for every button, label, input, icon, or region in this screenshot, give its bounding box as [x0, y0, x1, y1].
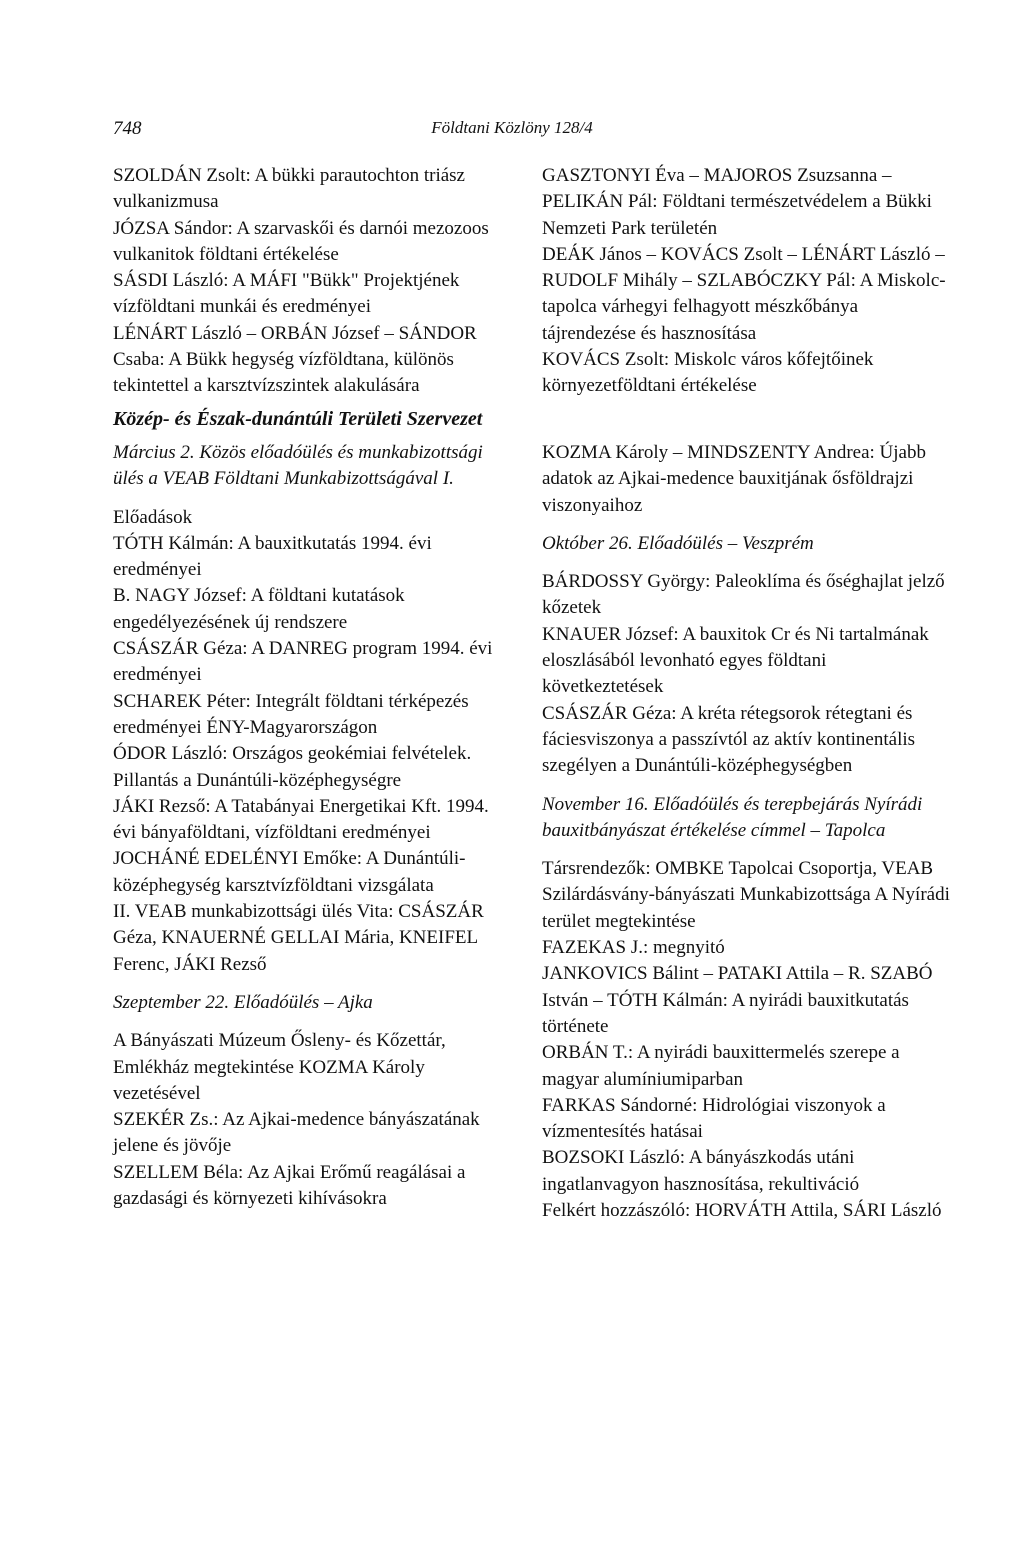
list-item: Felkért hozzászóló: HORVÁTH Attila, SÁRI László [542, 1200, 942, 1222]
list-item: LÉNÁRT László – ORBÁN József – SÁNDOR Csaba: A Bükk hegység vízföldtana, különös tekintettel a karsztvízszintek alakulására [113, 322, 477, 397]
list-item: SZELLEM Béla: Az Ajkai Erőmű reagálásai a gazdasági és környezeti kihívásokra [113, 1161, 466, 1210]
list-item: KOVÁCS Zsolt: Miskolc város kőfejtőinek környezetföldtani értékelése [542, 349, 874, 397]
list-item: TÓTH Kálmán: A bauxitkutatás 1994. évi eredményei [113, 532, 432, 581]
lectures-label: Előadások [113, 506, 193, 528]
list-item: CSÁSZÁR Géza: A DANREG program 1994. évi eredményei [113, 638, 493, 686]
list-item: JÓZSA Sándor: A szarvaskői és darnói mezozoos vulkanitok földtani értékelése [113, 217, 489, 265]
list-item: SZEKÉR Zs.: Az Ajkai-medence bányászatának jelene és jövője [113, 1109, 480, 1157]
list-item: B. NAGY József: A földtani kutatások engedélyezésének új rendszere [113, 585, 405, 633]
list-item: SCHAREK Péter: Integrált földtani térképezés eredményei ÉNY-Magyarországon [113, 690, 469, 738]
list-item: ÓDOR László: Országos geokémiai felvételek. Pillantás a Dunántúli-középhegységre [113, 743, 472, 791]
list-item: JOCHÁNÉ EDELÉNYI Emőke: A Dunántúli-középhegység karsztvízföldtani vizsgálata [113, 848, 466, 896]
list-item: II. VEAB munkabizottsági ülés Vita: CSÁSZÁR Géza, KNAUERNÉ GELLAI Mária, KNEIFEL Ferenc, JÁKI Rezső [113, 901, 484, 975]
page-header [113, 118, 911, 144]
list-item: ORBÁN T.: A nyirádi bauxittermelés szerepe a magyar alumíniumiparban [542, 1042, 900, 1090]
list-item: SZOLDÁN Zsolt: A bükki parautochton triász vulkanizmusa [113, 165, 465, 213]
list-item: JÁKI Rezső: A Tatabányai Energetikai Kft. 1994. évi bányaföldtani, vízföldtani eredményei [113, 795, 489, 844]
meeting-title: Szeptember 22. Előadóülés – Ajka [113, 991, 373, 1013]
list-item: Társrendezők: OMBKE Tapolcai Csoportja, VEAB Szilárdásvány-bányászati Munkabizottsága A Nyírádi terület megtekintése [542, 858, 950, 932]
list-item: BOZSOKI László: A bányászkodás utáni ingatlanvagyon hasznosítása, rekultiváció [542, 1147, 860, 1195]
list-item: KNAUER József: A bauxitok Cr és Ni tartalmának eloszlásából levonható egyes földtani következtetések [542, 623, 929, 698]
list-item: GASZTONYI Éva – MAJOROS Zsuzsanna – PELIKÁN Pál: Földtani természetvédelem a Bükki Nemzeti Park területén [542, 165, 932, 239]
meeting-title: November 16. Előadóülés és terepbejárás Nyírádi bauxitbányászat értékelése címmel – Tapolca [542, 793, 923, 841]
meeting-title: Március 2. Közös előadóülés és munkabizottsági ülés a VEAB Földtani Munkabizottságával I. [113, 442, 483, 490]
right-column-top [542, 163, 950, 400]
list-item: JANKOVICS Bálint – PATAKI Attila – R. SZABÓ István – TÓTH Kálmán: A nyirádi bauxitkutatás története [542, 963, 933, 1037]
running-title: Földtani Közlöny 128/4 [431, 118, 593, 137]
list-item: DEÁK János – KOVÁCS Zsolt – LÉNÁRT László – RUDOLF Mihály – SZLABÓCZKY Pál: A Miskolc-tapolca várhegyi felhagyott mészkőbánya tájrendezése és hasznosítása [542, 243, 946, 344]
list-item: KOZMA Károly – MINDSZENTY Andrea: Újabb adatok az Ajkai-medence bauxitjának ősföldrajzi viszonyaihoz [542, 442, 926, 516]
left-column-top [113, 163, 513, 400]
meeting-title: Október 26. Előadóülés – Veszprém [542, 532, 814, 554]
list-item: A Bányászati Múzeum Ősleny- és Kőzettár, Emlékház megtekintése KOZMA Károly vezetésével [113, 1030, 446, 1104]
page-number: 748 [113, 118, 142, 139]
list-item: CSÁSZÁR Géza: A kréta rétegsorok rétegtani és fáciesviszonya a passzívtól az aktív kontinentális szegélyen a Dunántúli-középhegységben [542, 702, 916, 777]
section-heading: Közép- és Észak-dunántúli Területi Szervezet [113, 408, 483, 430]
left-column-body [113, 440, 513, 1212]
list-item: FARKAS Sándorné: Hidrológiai viszonyok a vízmentesítés hatásai [542, 1094, 886, 1143]
list-item: SÁSDI László: A MÁFI "Bükk" Projektjének vízföldtani munkái és eredményei [113, 270, 460, 318]
list-item: FAZEKAS J.: megnyitó [542, 937, 725, 959]
right-column-body [542, 440, 950, 1224]
list-item: BÁRDOSSY György: Paleoklíma és őséghajlat jelző kőzetek [542, 571, 945, 619]
